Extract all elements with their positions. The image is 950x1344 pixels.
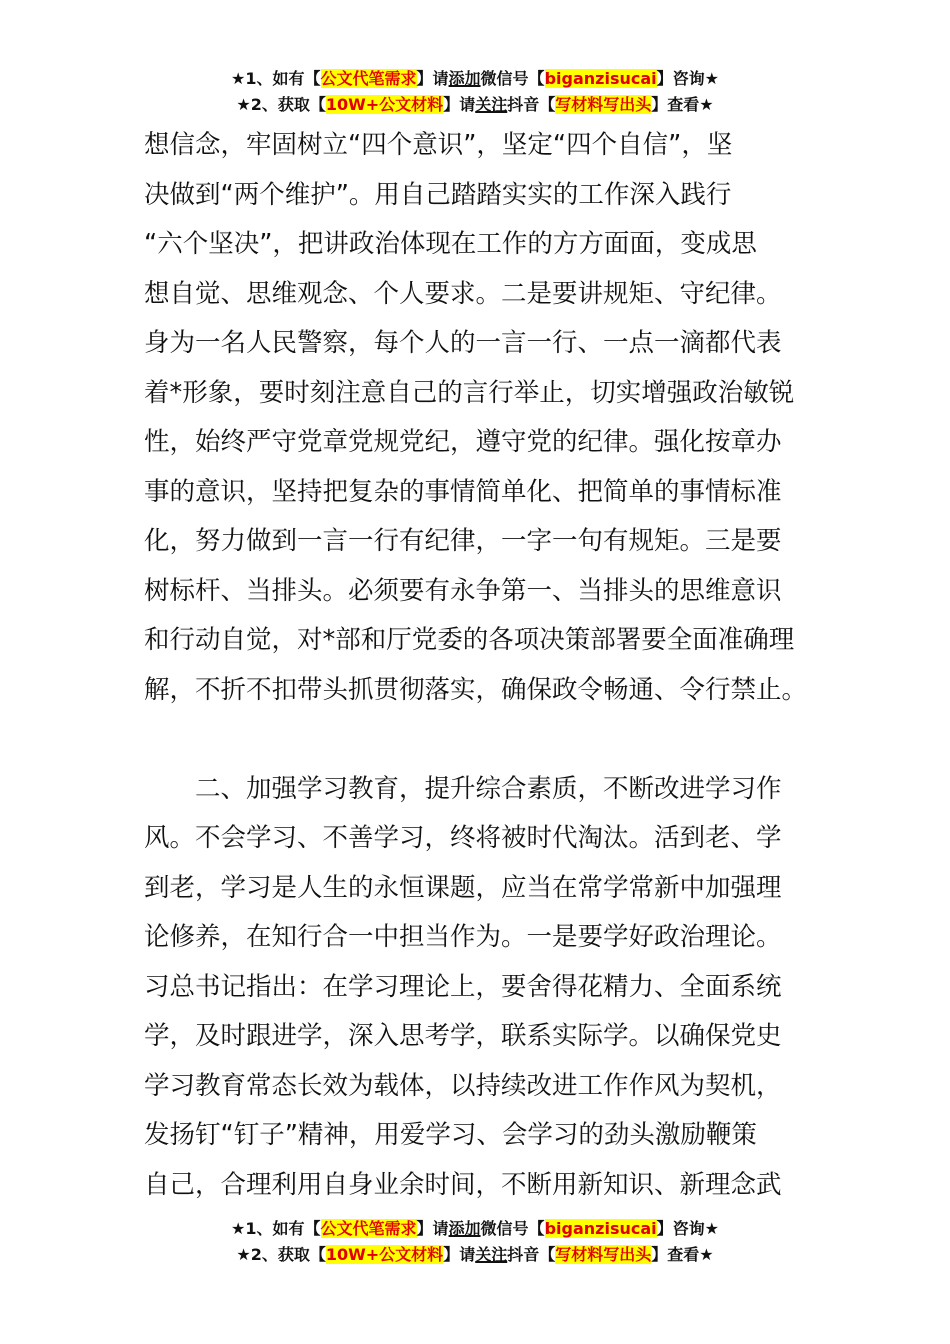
body-line: 风。不会学习、不善学习，终将被时代淘汰。活到老、学	[144, 823, 782, 853]
body-line: 决做到“两个维护”。用自己踏踏实实的工作深入践行	[144, 179, 732, 210]
banner-text: 抖音【	[507, 1245, 556, 1264]
banner-text: 】请	[443, 1245, 476, 1264]
body-line: 树标杆、当排头。必须要有永争第一、当排头的思维意识	[144, 575, 782, 606]
body-line: 着*形象，要时刻注意自己的言行举止，切实增强政治敏锐	[144, 377, 795, 408]
banner-underlined-text: 添加	[448, 1219, 481, 1238]
body-line: 想信念，牢固树立“四个意识”，坚定“四个自信”，坚	[144, 130, 733, 160]
body-line: 化，努力做到一言一行有纪律，一字一句有规矩。三是要	[144, 526, 782, 556]
banner-underlined-text: 添加	[448, 69, 481, 88]
banner-row-2	[0, 92, 950, 118]
banner-text: 】请	[416, 1219, 449, 1238]
body-line: 想自觉、思维观念、个人要求。二是要讲规矩、守纪律。	[144, 278, 782, 309]
footer-banner	[0, 1216, 950, 1268]
body-line: 性，始终严守党章党规党纪，遵守党的纪律。强化按章办	[144, 427, 782, 457]
banner-text: ★2、获取【	[236, 95, 326, 114]
body-line: 事的意识，坚持把复杂的事情简单化、把简单的事情标准	[144, 476, 782, 507]
banner-text: 微信号【	[480, 69, 545, 88]
banner-highlight: 写材料写出头	[555, 95, 652, 114]
body-line: 自己，合理利用自身业余时间，不断用新知识、新理念武	[144, 1169, 782, 1200]
banner-text: 】请	[416, 69, 449, 88]
body-line: 身为一名人民警察，每个人的一言一行、一点一滴都代表	[144, 328, 782, 358]
banner-highlight: 公文代笔需求	[320, 69, 417, 88]
banner-underlined-text: 关注	[475, 1245, 508, 1264]
banner-text: 】请	[443, 95, 476, 114]
body-line: 和行动自觉，对*部和厅党委的各项决策部署要全面准确理	[144, 625, 795, 655]
body-line: 发扬钉“钉子”精神，用爱学习、会学习的劲头激励鞭策	[144, 1120, 757, 1150]
banner-text: 】查看★	[651, 1245, 714, 1264]
banner-text: ★2、获取【	[236, 1245, 326, 1264]
body-line: “六个坚决”，把讲政治体现在工作的方方面面，变成思	[144, 229, 757, 259]
banner-highlight: 10W+公文材料	[325, 95, 444, 114]
paragraph-gap	[144, 715, 808, 765]
banner-row-1	[0, 66, 950, 92]
banner-text: 】咨询★	[656, 1219, 719, 1238]
body-line: 学习教育常态长效为载体，以持续改进工作作风为契机，	[144, 1070, 782, 1101]
banner-row-2	[0, 1242, 950, 1268]
banner-text: 微信号【	[480, 1219, 545, 1238]
body-line: 学，及时跟进学，深入思考学，联系实际学。以确保党史	[144, 1021, 782, 1051]
body-line: 论修养，在知行合一中担当作为。一是要学好政治理论。	[144, 922, 782, 952]
banner-text: 】咨询★	[656, 69, 719, 88]
banner-text: 抖音【	[507, 95, 556, 114]
banner-text: 】查看★	[651, 95, 714, 114]
banner-underlined-text: 关注	[475, 95, 508, 114]
banner-highlight: 10W+公文材料	[325, 1245, 444, 1264]
banner-text: ★1、如有【	[231, 1219, 321, 1238]
body-line: 到老，学习是人生的永恒课题，应当在常学常新中加强理	[144, 872, 782, 903]
body-line: 二、加强学习教育，提升综合素质，不断改进学习作	[144, 773, 782, 804]
banner-text: ★1、如有【	[231, 69, 321, 88]
body-line: 习总书记指出：在学习理论上，要舍得花精力、全面系统	[144, 971, 782, 1002]
document-body	[144, 121, 808, 1210]
banner-highlight: 写材料写出头	[555, 1245, 652, 1264]
body-line: 解，不折不扣带头抓贯彻落实，确保政令畅通、令行禁止。	[144, 674, 808, 705]
banner-row-1	[0, 1216, 950, 1242]
banner-highlight: 公文代笔需求	[320, 1219, 417, 1238]
banner-highlight: biganzisucai	[544, 69, 657, 88]
banner-highlight: biganzisucai	[544, 1219, 657, 1238]
header-banner	[0, 66, 950, 118]
